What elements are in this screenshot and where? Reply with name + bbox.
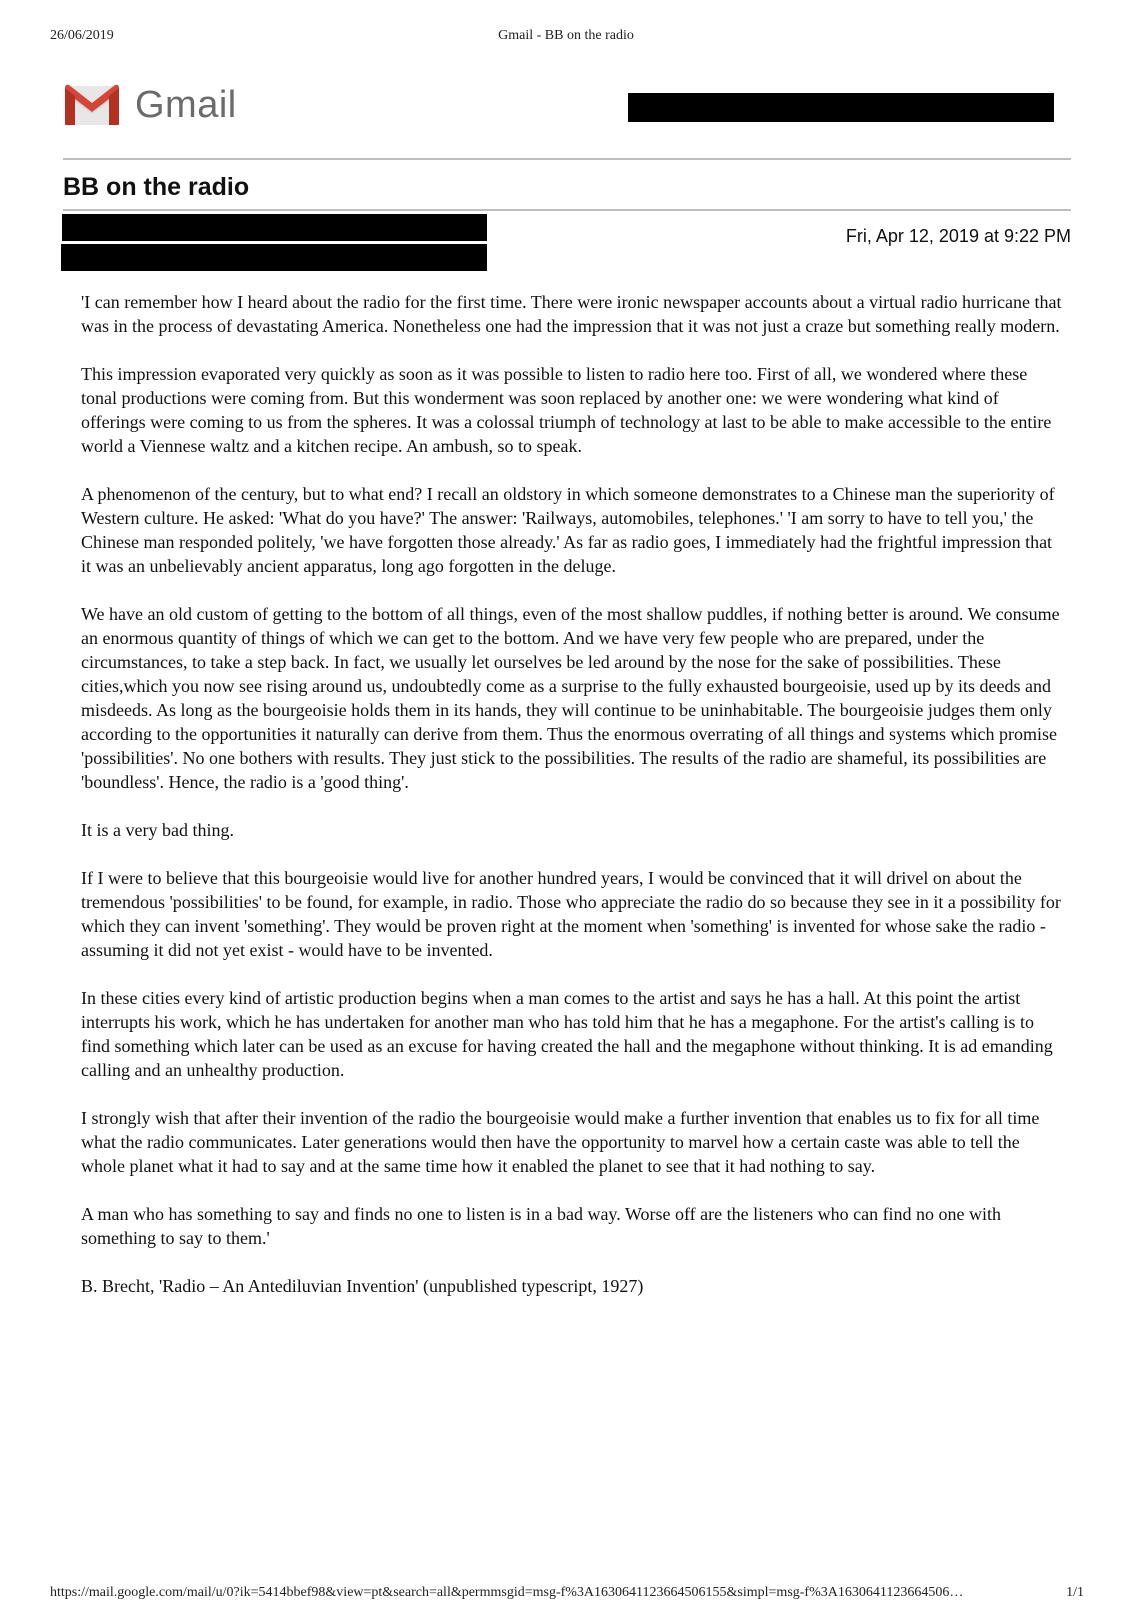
gmail-m-icon	[63, 83, 121, 127]
email-body	[81, 290, 1066, 1322]
email-timestamp: Fri, Apr 12, 2019 at 9:22 PM	[845, 226, 1071, 246]
body-paragraph: I strongly wish that after their invention of the radio the bourgeoisie would make a further invention that enables us to fix for all time what the radio communicates. Later generations would then have the opportunity to marvel how a certain caste was able to tell the whole planet what it had to say and at the same time how it enabled the planet to see that it had nothing to say.	[81, 1108, 1040, 1176]
body-paragraph: A man who has something to say and finds no one to listen is in a bad way. Worse off are the listeners who can find no one with something to say to them.'	[81, 1204, 1002, 1248]
redacted-recipient	[61, 244, 487, 271]
body-paragraph: If I were to believe that this bourgeoisie would live for another hundred years, I would be convinced that it will drivel on about the tremendous 'possibilities' to be found, for example, in radio. Those who appreciate the radio do so because they see in it a possibility for which they can invent 'something'. They would be proven right at the moment when 'something' is invented for whose sake the radio - assuming it did not yet exist - would have to be invented.	[81, 868, 1061, 960]
print-date: 26/06/2019	[50, 28, 114, 43]
body-paragraph: In these cities every kind of artistic production begins when a man comes to the artist and says he has a hall. At this point the artist interrupts his work, which he has undertaken for another man who has told him that he has a megaphone. For the artist's calling is to find something which later can be used as an excuse for having created the hall and the megaphone without thinking. It is ad emanding calling and an unhealthy production.	[81, 988, 1053, 1080]
print-url: https://mail.google.com/mail/u/0?ik=5414bbef98&view=pt&search=all&permmsgid=msg-f%3A1630641123664506155&simpl=msg-f%3A1630641123664506…	[50, 1585, 964, 1600]
body-paragraph: 'I can remember how I heard about the radio for the first time. There were ironic newspaper accounts about a virtual radio hurricane that was in the process of devastating America. Nonetheless one had the impression that it was not just a craze but something really modern.	[81, 292, 1062, 336]
citation: B. Brecht, 'Radio – An Antediluvian Invention' (unpublished typescript, 1927)	[81, 1276, 644, 1296]
print-page-number: 1/1	[1066, 1585, 1084, 1600]
body-paragraph: We have an old custom of getting to the bottom of all things, even of the most shallow puddles, if nothing better is around. We consume an enormous quantity of things of which we can get to the bottom. And we have very few people who are prepared, under the circumstances, to take a step back. In fact, we usually let ourselves be led around by the nose for the sake of possibilities. These cities,which you now see rising around us, undoubtedly come as a surprise to the fully exhausted bourgeoisie, used up by its deeds and misdeeds. As long as the bourgeoisie holds them in its hands, they will continue to be uninhabitable. The bourgeoisie judges them only according to the opportunities it naturally can derive from them. Thus the enormous overrating of all things and systems which promise 'possibilities'. No one bothers with results. They just stick to the possibilities. The results of the radio are shameful, its possibilities are 'boundless'. Hence, the radio is a 'good thing'.	[81, 604, 1060, 792]
body-paragraph: A phenomenon of the century, but to what end? I recall an oldstory in which someone demonstrates to a Chinese man the superiority of Western culture. He asked: 'What do you have?' The answer: 'Railways, automobiles, telephones.' 'I am sorry to have to tell you,' the Chinese man responded politely, 'we have forgotten those already.' As far as radio goes, I immediately had the frightful impression that it was an unbelievably ancient apparatus, long ago forgotten in the deluge.	[81, 484, 1055, 576]
subject-divider	[63, 209, 1071, 211]
print-page-title: Gmail - BB on the radio	[498, 28, 634, 43]
redacted-account	[628, 93, 1054, 122]
gmail-wordmark: Gmail	[135, 83, 237, 126]
email-subject: BB on the radio	[63, 173, 250, 201]
body-paragraph: This impression evaporated very quickly as soon as it was possible to listen to radio here too. First of all, we wondered where these tonal productions were coming from. But this wonderment was soon replaced by another one: we were wondering what kind of offerings were coming to us from the spheres. It was a colossal triumph of technology at last to be able to make accessible to the entire world a Viennese waltz and a kitchen recipe. An ambush, so to speak.	[81, 364, 1052, 456]
redacted-sender	[62, 214, 487, 241]
gmail-logo[interactable]	[63, 82, 237, 128]
header-divider	[63, 158, 1071, 160]
body-paragraph: It is a very bad thing.	[81, 820, 234, 840]
